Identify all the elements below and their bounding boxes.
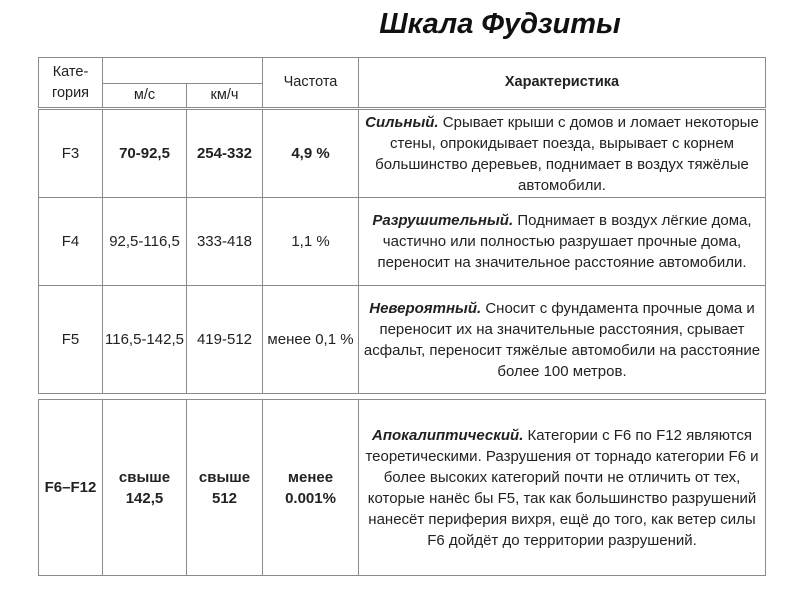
row-category: F5 <box>39 286 103 394</box>
row-characteristic-text: Категории с F6 по F12 являются теоретическими. Разрушения от торнадо категории F6 и более высоких категорий почти не отличить от тех, которые нанёс бы F5, так как большинство разрушений нанесёт периферия вихря, ещё до того, как ветер силы F6 дойдёт до территории разрушений. <box>365 426 759 549</box>
row-category: F6–F12 <box>39 400 103 576</box>
row-speed-kmh: 419-512 <box>187 286 263 394</box>
row-frequency: менее 0.001% <box>263 400 359 576</box>
row-frequency: 4,9 % <box>263 110 359 198</box>
row-frequency: 1,1 % <box>263 198 359 286</box>
row-characteristic-text: Сносит с фундамента прочные дома и переносит их на значительные расстояния, срывает асфальт, переносит тяжёлые автомобили на расстояние более 100 метров. <box>363 299 761 380</box>
row-characteristic-lead: Сильный. <box>365 113 439 131</box>
row-speed-kmh: свыше 512 <box>187 400 263 576</box>
header-speed-group <box>103 58 263 84</box>
header-category-line1: Кате- <box>52 63 89 80</box>
theoretical-table <box>38 399 766 576</box>
header-category-line2: гория <box>51 84 90 101</box>
row-characteristic-lead: Невероятный. <box>369 299 482 317</box>
header-unit-kmh: км/ч <box>187 84 263 108</box>
header-frequency: Частота <box>263 58 359 108</box>
header-unit-ms: м/с <box>103 84 187 108</box>
table-row <box>39 400 766 576</box>
row-characteristic-text: Поднимает в воздух лёгкие дома, частично или полностью разрушает прочные дома, переносит на значительное расстояние автомобили. <box>377 212 752 271</box>
row-characteristic-lead: Апокалиптический. <box>372 426 524 444</box>
row-speed-ms: 116,5-142,5 <box>103 286 187 394</box>
row-characteristic-lead: Разрушительный. <box>372 212 514 229</box>
table-row <box>39 198 766 286</box>
row-characteristic <box>359 110 766 198</box>
row-characteristic-text: Срывает крыши с домов и ломает некоторые стены, опрокидывает поезда, вырывает с корнем большинство деревьев, поднимает в воздух тяжёлые автомобили. <box>375 113 759 194</box>
header-table <box>38 57 766 108</box>
row-characteristic <box>359 198 766 286</box>
scale-table <box>38 109 766 394</box>
row-characteristic <box>359 286 766 394</box>
page-title: Шкала Фудзиты <box>379 8 621 40</box>
row-speed-kmh: 333-418 <box>187 198 263 286</box>
row-speed-ms: 70-92,5 <box>103 110 187 198</box>
row-category: F3 <box>39 110 103 198</box>
row-frequency: менее 0,1 % <box>263 286 359 394</box>
row-category: F4 <box>39 198 103 286</box>
header-characteristic: Характеристика <box>359 58 766 108</box>
table-row <box>39 286 766 394</box>
table-row <box>39 110 766 198</box>
row-speed-kmh: 254-332 <box>187 110 263 198</box>
row-characteristic <box>359 400 766 576</box>
row-speed-ms: 92,5-116,5 <box>103 198 187 286</box>
row-speed-ms: свыше 142,5 <box>103 400 187 576</box>
header-category <box>39 58 103 108</box>
